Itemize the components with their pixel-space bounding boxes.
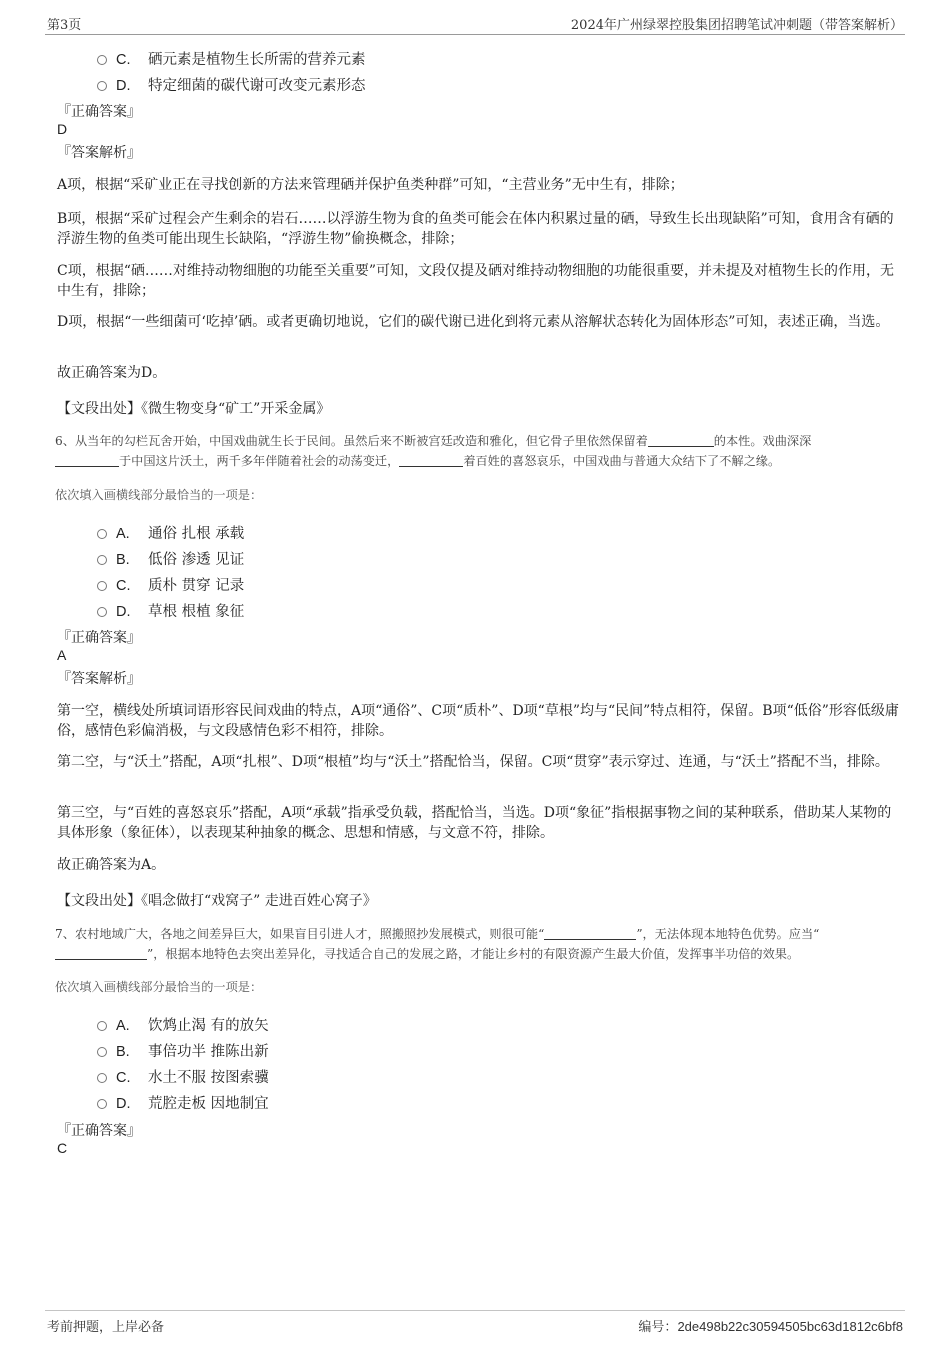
q7-answer-label: 『正确答案』 (57, 1123, 141, 1139)
q7-option-b[interactable]: B. 事倍功半 推陈出新 (97, 1040, 269, 1061)
document-code: 编号：2de498b22c30594505bc63d1812c6bf8 (638, 1319, 903, 1335)
radio-icon[interactable] (97, 1047, 107, 1057)
q6-stem: 6、从当年的勾栏瓦舍开始，中国戏曲就生长于民间。虽然后来不断被宫廷改造和雅化，但它骨子里依然保留着 的本性。戏曲深深 于中国这片沃土，两千多年伴随着社会的动荡变迁， 着百姓的喜怒哀乐，中国戏曲与普通大众结下了不解之缘。 (55, 434, 812, 468)
blank-2 (55, 454, 119, 467)
q5-option-d[interactable]: D. 特定细菌的碳代谢可改变元素形态 (97, 74, 366, 95)
radio-icon[interactable] (97, 1099, 107, 1109)
q5-analysis-a: A项，根据“采矿业正在寻找创新的方法来管理硒并保护鱼类种群”可知，“主营业务”无中生有，排除； (57, 177, 684, 193)
q6-analysis-1: 第一空，横线处所填词语形容民间戏曲的特点，A项“通俗”、C项“质朴”、D项“草根”均与“民间”特点相符，保留。B项“低俗”形容低级庸俗，感情色彩偏消极，与文段感情色彩不相符，排除。 (57, 703, 899, 739)
page-header (45, 12, 905, 35)
q5-analysis-c: C项，根据“硒……对维持动物细胞的功能至关重要”可知，文段仅提及硒对维持动物细胞的功能很重要，并未提及对植物生长的作用，无中生有，排除； (57, 263, 895, 299)
page-footer (45, 1310, 905, 1335)
radio-icon[interactable] (97, 1021, 107, 1031)
q5-option-c[interactable]: C. 硒元素是植物生长所需的营养元素 (97, 48, 366, 69)
blank-1 (648, 434, 714, 447)
radio-icon[interactable] (97, 81, 107, 91)
q6-conclusion: 故正确答案为A。 (57, 857, 166, 873)
q6-analysis-label: 『答案解析』 (57, 671, 141, 687)
page-number: 第3页 (47, 18, 82, 33)
radio-icon[interactable] (97, 607, 107, 617)
radio-icon[interactable] (97, 1073, 107, 1083)
q5-source: 【文段出处】《微生物变身“矿工”开采金属》 (57, 401, 331, 417)
q6-option-d[interactable]: D. 草根 根植 象征 (97, 600, 244, 621)
radio-icon[interactable] (97, 581, 107, 591)
q7-answer: C (57, 1140, 68, 1156)
q6-answer: A (57, 647, 67, 663)
q7-prompt: 依次填入画横线部分最恰当的一项是： (55, 980, 263, 994)
document-title: 2024年广州绿翠控股集团招聘笔试冲刺题（带答案解析） (570, 18, 903, 33)
q5-analysis-b: B项，根据“采矿过程会产生剩余的岩石……以浮游生物为食的鱼类可能会在体内积累过量的硒，导致生长出现缺陷”可知，食用含有硒的浮游生物的鱼类可能出现生长缺陷，“浮游生物”偷换概念，排除； (57, 211, 894, 247)
q6-option-c[interactable]: C. 质朴 贯穿 记录 (97, 574, 244, 595)
q7-option-d[interactable]: D. 荒腔走板 因地制宜 (97, 1092, 269, 1113)
q7-stem: 7、农村地域广大，各地之间差异巨大，如果盲目引进人才，照搬照抄发展模式，则很可能“ ”，无法体现本地特色优势。应当“ ”，根据本地特色去突出差异化，寻找适合自己的发展之路，才能让乡村的有限资源产生最大价值，发挥事半功倍的效果。 (55, 927, 820, 961)
q7-option-a[interactable]: A. 饮鸩止渴 有的放矢 (97, 1014, 269, 1035)
q5-answer: D (57, 121, 68, 137)
q5-analysis-d: D项，根据“一些细菌可‘吃掉’硒。或者更确切地说，它们的碳代谢已进化到将元素从溶解状态转化为固体形态”可知，表述正确，当选。 (57, 314, 890, 330)
blank-1 (544, 927, 636, 940)
q5-conclusion: 故正确答案为D。 (57, 365, 167, 381)
radio-icon[interactable] (97, 555, 107, 565)
q6-answer-label: 『正确答案』 (57, 630, 141, 646)
radio-icon[interactable] (97, 529, 107, 539)
footer-slogan: 考前押题，上岸必备 (47, 1320, 165, 1335)
q6-option-b[interactable]: B. 低俗 渗透 见证 (97, 548, 244, 569)
blank-3 (399, 454, 463, 467)
q5-analysis-label: 『答案解析』 (57, 145, 141, 161)
q6-prompt: 依次填入画横线部分最恰当的一项是： (55, 488, 263, 502)
q5-answer-label: 『正确答案』 (57, 104, 141, 120)
blank-2 (55, 947, 147, 960)
radio-icon[interactable] (97, 55, 107, 65)
q6-source: 【文段出处】《唱念做打“戏窝子” 走进百姓心窝子》 (57, 893, 377, 909)
q6-analysis-3: 第三空，与“百姓的喜怒哀乐”搭配，A项“承载”指承受负载，搭配恰当，当选。D项“象征”指根据事物之间的某种联系，借助某人某物的具体形象（象征体），以表现某种抽象的概念、思想和情感，与文意不符，排除。 (57, 805, 892, 841)
q7-option-c[interactable]: C. 水土不服 按图索骥 (97, 1066, 269, 1087)
q6-option-a[interactable]: A. 通俗 扎根 承载 (97, 522, 244, 543)
q6-analysis-2: 第二空，与“沃土”搭配，A项“扎根”、D项“根植”均与“沃土”搭配恰当，保留。C项“贯穿”表示穿过、连通，与“沃土”搭配不当，排除。 (57, 754, 889, 770)
